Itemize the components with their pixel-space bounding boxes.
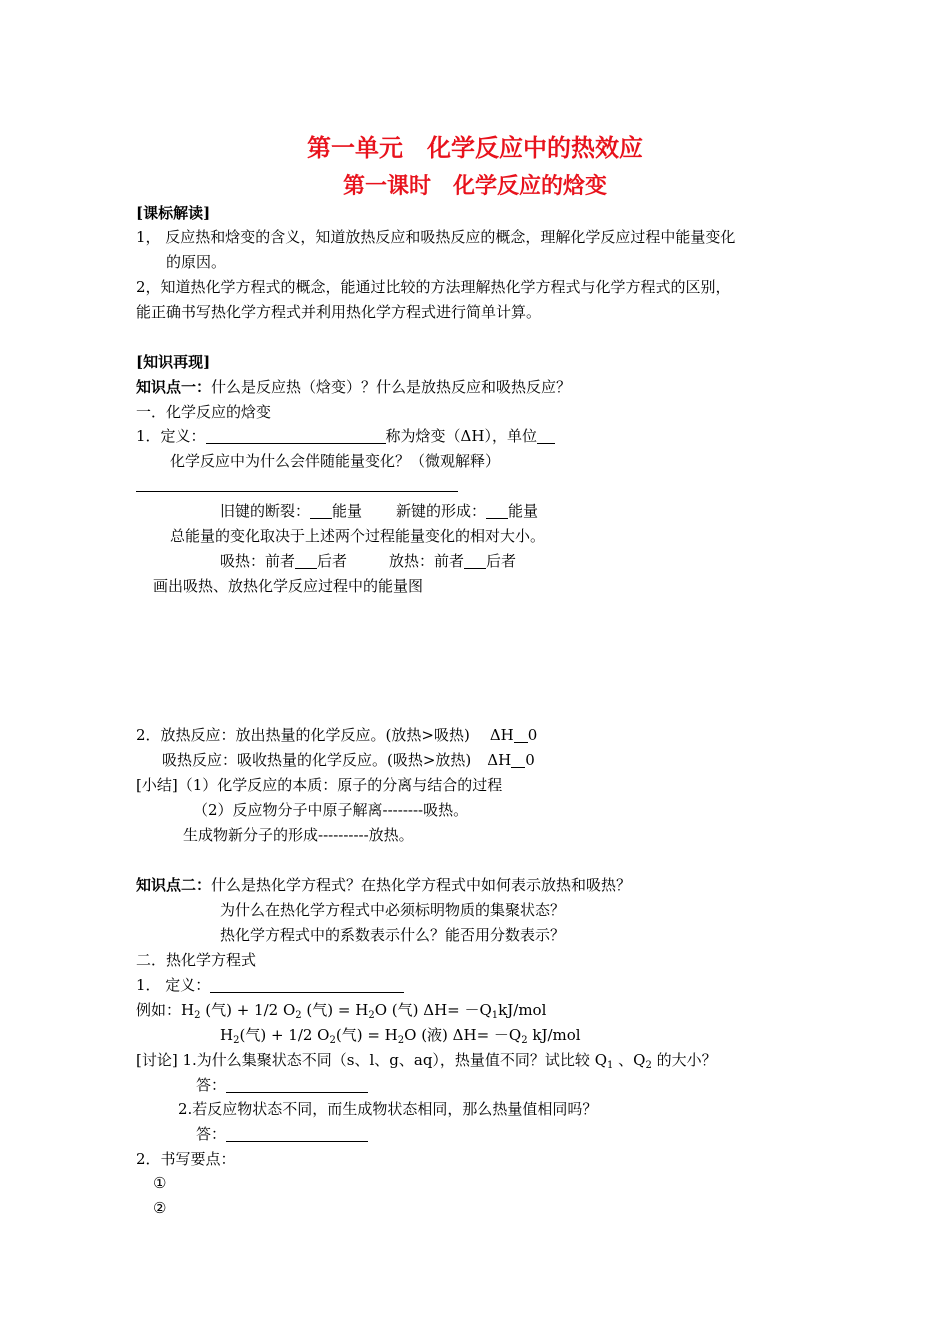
endo-reaction-text: 吸热反应：吸收热量的化学反应。(吸热>放热) [162, 751, 472, 769]
why-question: 化学反应中为什么会伴随能量变化？（微观解释） [170, 452, 501, 470]
discussion2: 2.若反应物状态不同，而生成物状态相同，那么热量值相同吗？ [178, 1100, 598, 1118]
kebiao-item1-line1: 1， 反应热和焓变的含义，知道放热反应和吸热反应的概念，理解化学反应过程中能量变化 [136, 228, 736, 246]
example-label: 例如： [136, 1001, 182, 1019]
definition-line [136, 426, 555, 446]
discussion1-sub: 2 [645, 1060, 652, 1071]
eq1-sub: 2 [368, 1010, 375, 1021]
equation2 [220, 1025, 581, 1045]
exo-label: 放热：前者 [389, 552, 465, 570]
exo-reaction-text: 2．放热反应：放出热量的化学反应。(放热>吸热) [136, 726, 470, 744]
endo-reaction-zero: 0 [525, 751, 535, 769]
eq1-part: kJ/mol [498, 1001, 547, 1019]
zhishi-heading: [知识再现] [136, 353, 211, 371]
kebiao-item1-line2: 的原因。 [166, 253, 227, 271]
eq1-part: (气) + 1/2 O [200, 1001, 296, 1019]
point2-text: 什么是热化学方程式？在热化学方程式中如何表示放热和吸热？ [211, 876, 632, 894]
endo-after: 后者 [317, 552, 348, 570]
eq2-sub: 2 [397, 1035, 405, 1046]
exo-reaction-zero: 0 [527, 726, 538, 744]
eq2-part: O (液) ΔH= －Q [404, 1026, 522, 1044]
answer1-blank[interactable] [226, 1076, 368, 1093]
answer2-line [196, 1124, 368, 1144]
sub-title: 第一课时 化学反应的焓变 [342, 174, 607, 199]
exo-reaction-dh: ΔH [489, 726, 514, 744]
exo-reaction-blank[interactable] [514, 726, 528, 743]
bond-break-blank[interactable] [310, 502, 332, 519]
bond-break-label: 旧键的断裂： [220, 502, 311, 520]
eq1-part: (气) = H [301, 1001, 369, 1019]
point1-line [136, 377, 571, 397]
unit-blank[interactable] [537, 427, 555, 444]
eq2-part: (气) + 1/2 O [239, 1026, 330, 1044]
definition-blank[interactable] [206, 427, 386, 444]
discussion1-text: 的大小？ [651, 1051, 717, 1069]
eq2-sub: 2 [521, 1035, 528, 1046]
bond-break-energy: 能量 [332, 502, 363, 520]
bond-form-energy: 能量 [508, 502, 539, 520]
exo-reaction-line [136, 725, 537, 745]
answer1-label: 答： [196, 1076, 227, 1094]
eq2-sub: 2 [233, 1035, 240, 1046]
answer1-line [196, 1075, 368, 1095]
point2-question3: 热化学方程式中的系数表示什么？能否用分数表示？ [220, 926, 566, 944]
definition-text: 称为焓变（ΔH），单位 [385, 427, 537, 445]
bond-form-blank[interactable] [486, 502, 508, 519]
section1-heading: 一．化学反应的焓变 [136, 403, 272, 421]
summary-line3: 生成物新分子的形成----------放热。 [183, 826, 414, 844]
writing-points-heading: 2．书写要点： [136, 1150, 236, 1168]
bond-line [220, 501, 538, 521]
endo-blank[interactable] [295, 552, 317, 569]
summary-line2: （2）反应物分子中原子解离--------吸热。 [193, 801, 469, 819]
endo-reaction-dh: ΔH [487, 751, 512, 769]
eq2-part: H [220, 1026, 234, 1044]
point1-label: 知识点一： [136, 378, 212, 396]
point2-label: 知识点二： [136, 876, 212, 894]
answer2-label: 答： [196, 1125, 227, 1143]
point2-question2: 为什么在热化学方程式中必须标明物质的集聚状态？ [220, 901, 566, 919]
eq2-sub: 2 [329, 1035, 336, 1046]
eq1-sub: 2 [194, 1010, 201, 1021]
kebiao-heading: [课标解读] [136, 204, 211, 222]
kebiao-item2-line1: 2，知道热化学方程式的概念，能通过比较的方法理解热化学方程式与化学方程式的区别， [136, 278, 731, 296]
endo-exo-line [220, 551, 516, 571]
definition2-label: 1． 定义： [136, 976, 211, 994]
endo-reaction-line [162, 750, 535, 770]
eq1-sub: 2 [295, 1010, 302, 1021]
endo-reaction-blank[interactable] [511, 751, 525, 768]
eq2-part: kJ/mol [527, 1026, 581, 1044]
point-marker-2: ② [153, 1199, 167, 1217]
section2-heading: 二．热化学方程式 [136, 951, 257, 969]
eq1-part: O (气) ΔH= －Q [374, 1001, 492, 1019]
answer2-blank[interactable] [226, 1125, 368, 1142]
eq1-part: H [181, 1001, 195, 1019]
eq1-sub: 1 [491, 1010, 499, 1021]
exo-after: 后者 [486, 552, 517, 570]
summary-line1: [小结]（1）化学反应的本质：原子的分离与结合的过程 [136, 776, 503, 794]
kebiao-item2-line2: 能正确书写热化学方程式并利用热化学方程式进行简单计算。 [136, 303, 542, 321]
definition2-blank[interactable] [210, 976, 404, 993]
bond-form-label: 新键的形成： [396, 502, 487, 520]
answer-rule[interactable] [136, 491, 458, 492]
total-energy-line: 总能量的变化取决于上述两个过程能量变化的相对大小。 [170, 527, 546, 545]
discussion1 [136, 1050, 717, 1070]
endo-label: 吸热：前者 [220, 552, 296, 570]
definition2-line [136, 975, 404, 995]
discussion1-text: 、Q [613, 1051, 646, 1069]
definition-label: 1．定义： [136, 427, 206, 445]
point1-text: 什么是反应热（焓变）？什么是放热反应和吸热反应？ [211, 378, 572, 396]
exo-blank[interactable] [464, 552, 486, 569]
discussion1-sub: 1 [607, 1060, 614, 1071]
discussion1-text: [讨论] 1.为什么集聚状态不同（s、l、g、aq），热量值不同？试比较 Q [136, 1051, 607, 1069]
point-marker-1: ① [153, 1174, 167, 1192]
eq2-part: (气) = H [335, 1026, 398, 1044]
point2-line [136, 875, 631, 895]
draw-instruction: 画出吸热、放热化学反应过程中的能量图 [153, 577, 424, 595]
main-title: 第一单元 化学反应中的热效应 [307, 134, 643, 162]
equation1 [136, 1000, 546, 1020]
